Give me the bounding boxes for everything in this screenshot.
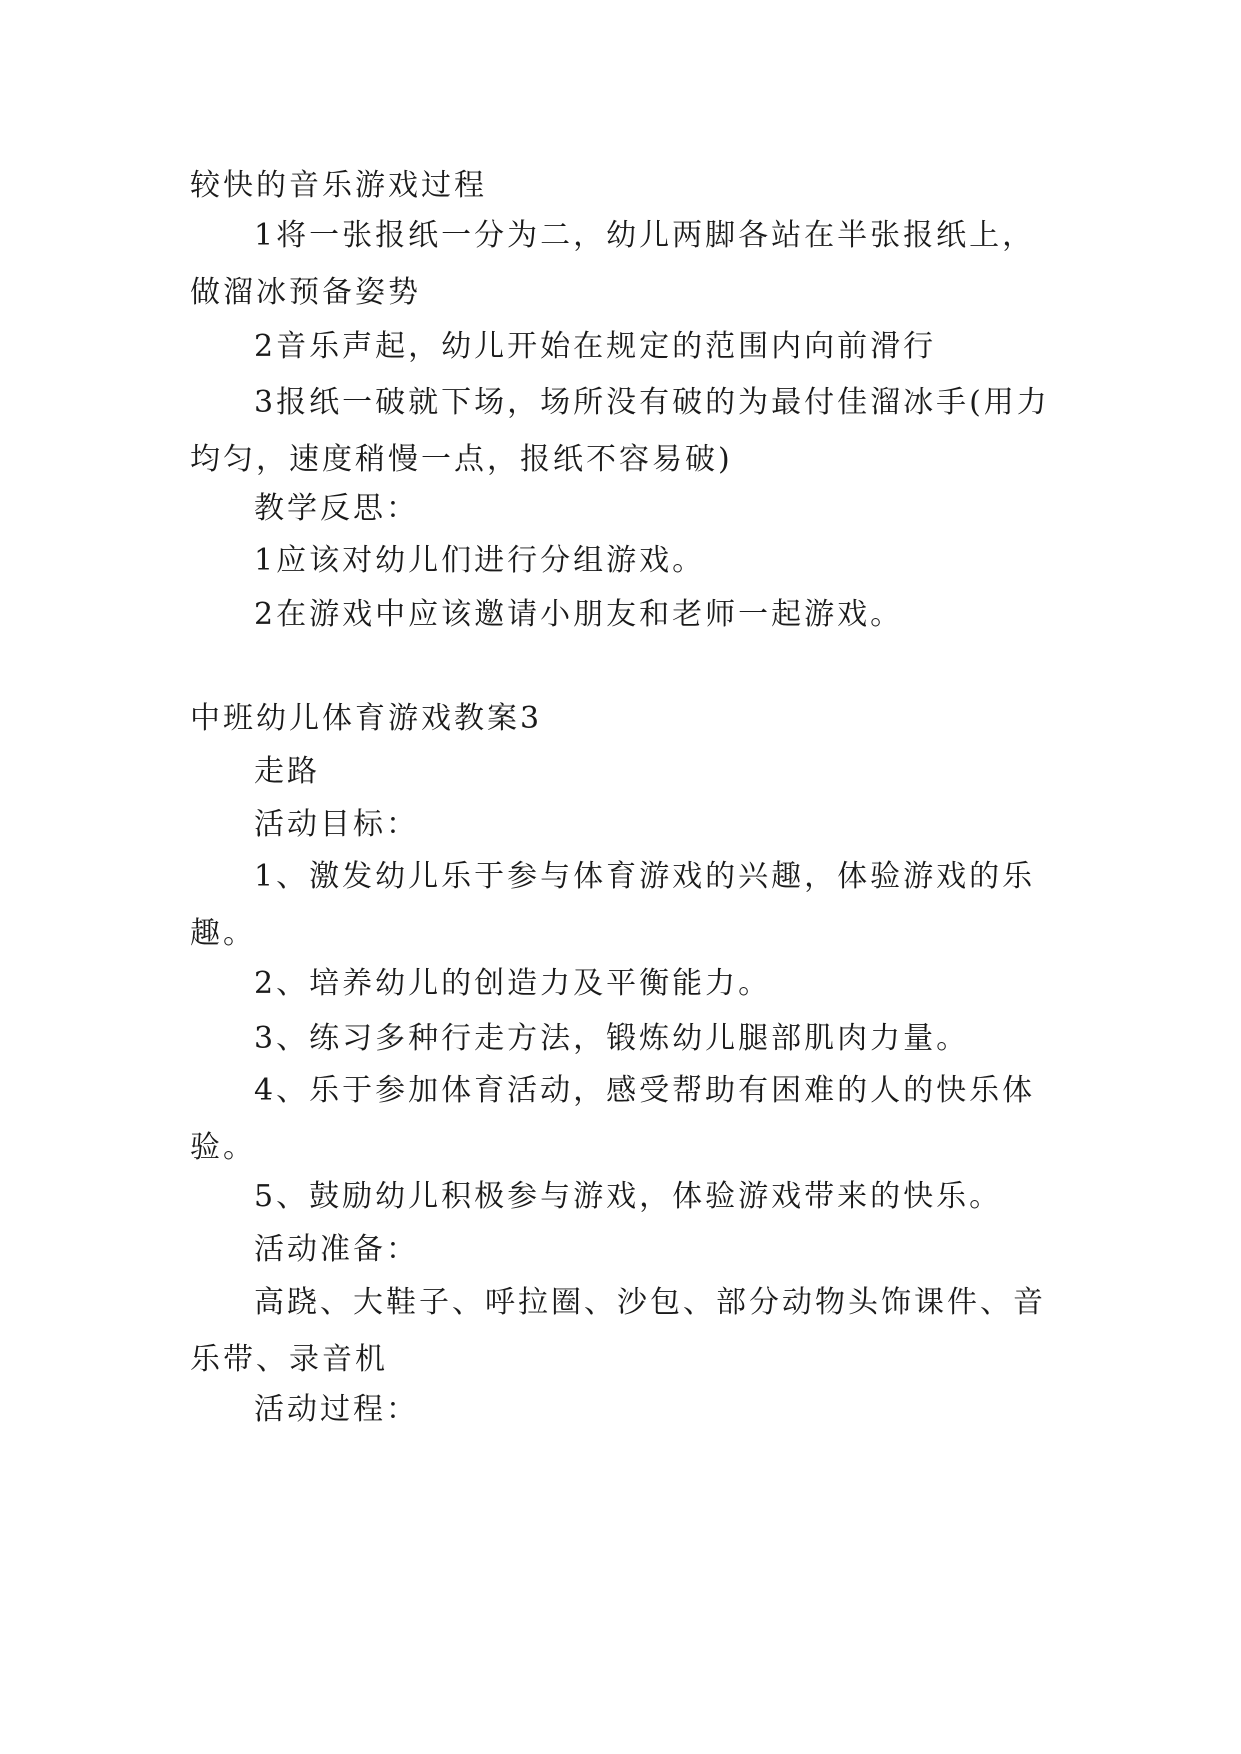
paragraph-step-3: 3报纸一破就下场，场所没有破的为最付佳溜冰手(用力均匀，速度稍慢一点，报纸不容易破) bbox=[190, 385, 1050, 477]
section-title-lesson-plan-3: 中班幼儿体育游戏教案3 bbox=[190, 701, 543, 736]
paragraph-materials: 高跷、大鞋子、呼拉圈、沙包、部分动物头饰课件、音乐带、录音机 bbox=[190, 1285, 1046, 1377]
paragraph-goal-5: 5、鼓励幼儿积极参与游戏，体验游戏带来的快乐。 bbox=[254, 1179, 1003, 1214]
paragraph-goal-1: 1、激发幼儿乐于参与体育游戏的兴趣，体验游戏的乐趣。 bbox=[190, 859, 1036, 951]
paragraph-step-1: 1将一张报纸一分为二，幼儿两脚各站在半张报纸上，做溜冰预备姿势 bbox=[190, 218, 1036, 310]
paragraph-reflection-1: 1应该对幼儿们进行分组游戏。 bbox=[254, 543, 706, 578]
heading-activity-process: 活动过程： bbox=[254, 1392, 419, 1427]
heading-activity-preparation: 活动准备： bbox=[254, 1232, 419, 1267]
paragraph-step-2: 2音乐声起，幼儿开始在规定的范围内向前滑行 bbox=[254, 329, 937, 364]
heading-activity-goals: 活动目标： bbox=[254, 807, 419, 842]
paragraph-goal-3: 3、练习多种行走方法，锻炼幼儿腿部肌肉力量。 bbox=[254, 1021, 970, 1056]
paragraph-goal-4: 4、乐于参加体育活动，感受帮助有困难的人的快乐体验。 bbox=[190, 1073, 1036, 1165]
section-title-music-game-process: 较快的音乐游戏过程 bbox=[190, 168, 487, 203]
paragraph-reflection-2: 2在游戏中应该邀请小朋友和老师一起游戏。 bbox=[254, 597, 904, 632]
heading-teaching-reflection: 教学反思： bbox=[254, 491, 419, 526]
paragraph-goal-2: 2、培养幼儿的创造力及平衡能力。 bbox=[254, 966, 772, 1001]
paragraph-activity-name: 走路 bbox=[254, 754, 320, 789]
